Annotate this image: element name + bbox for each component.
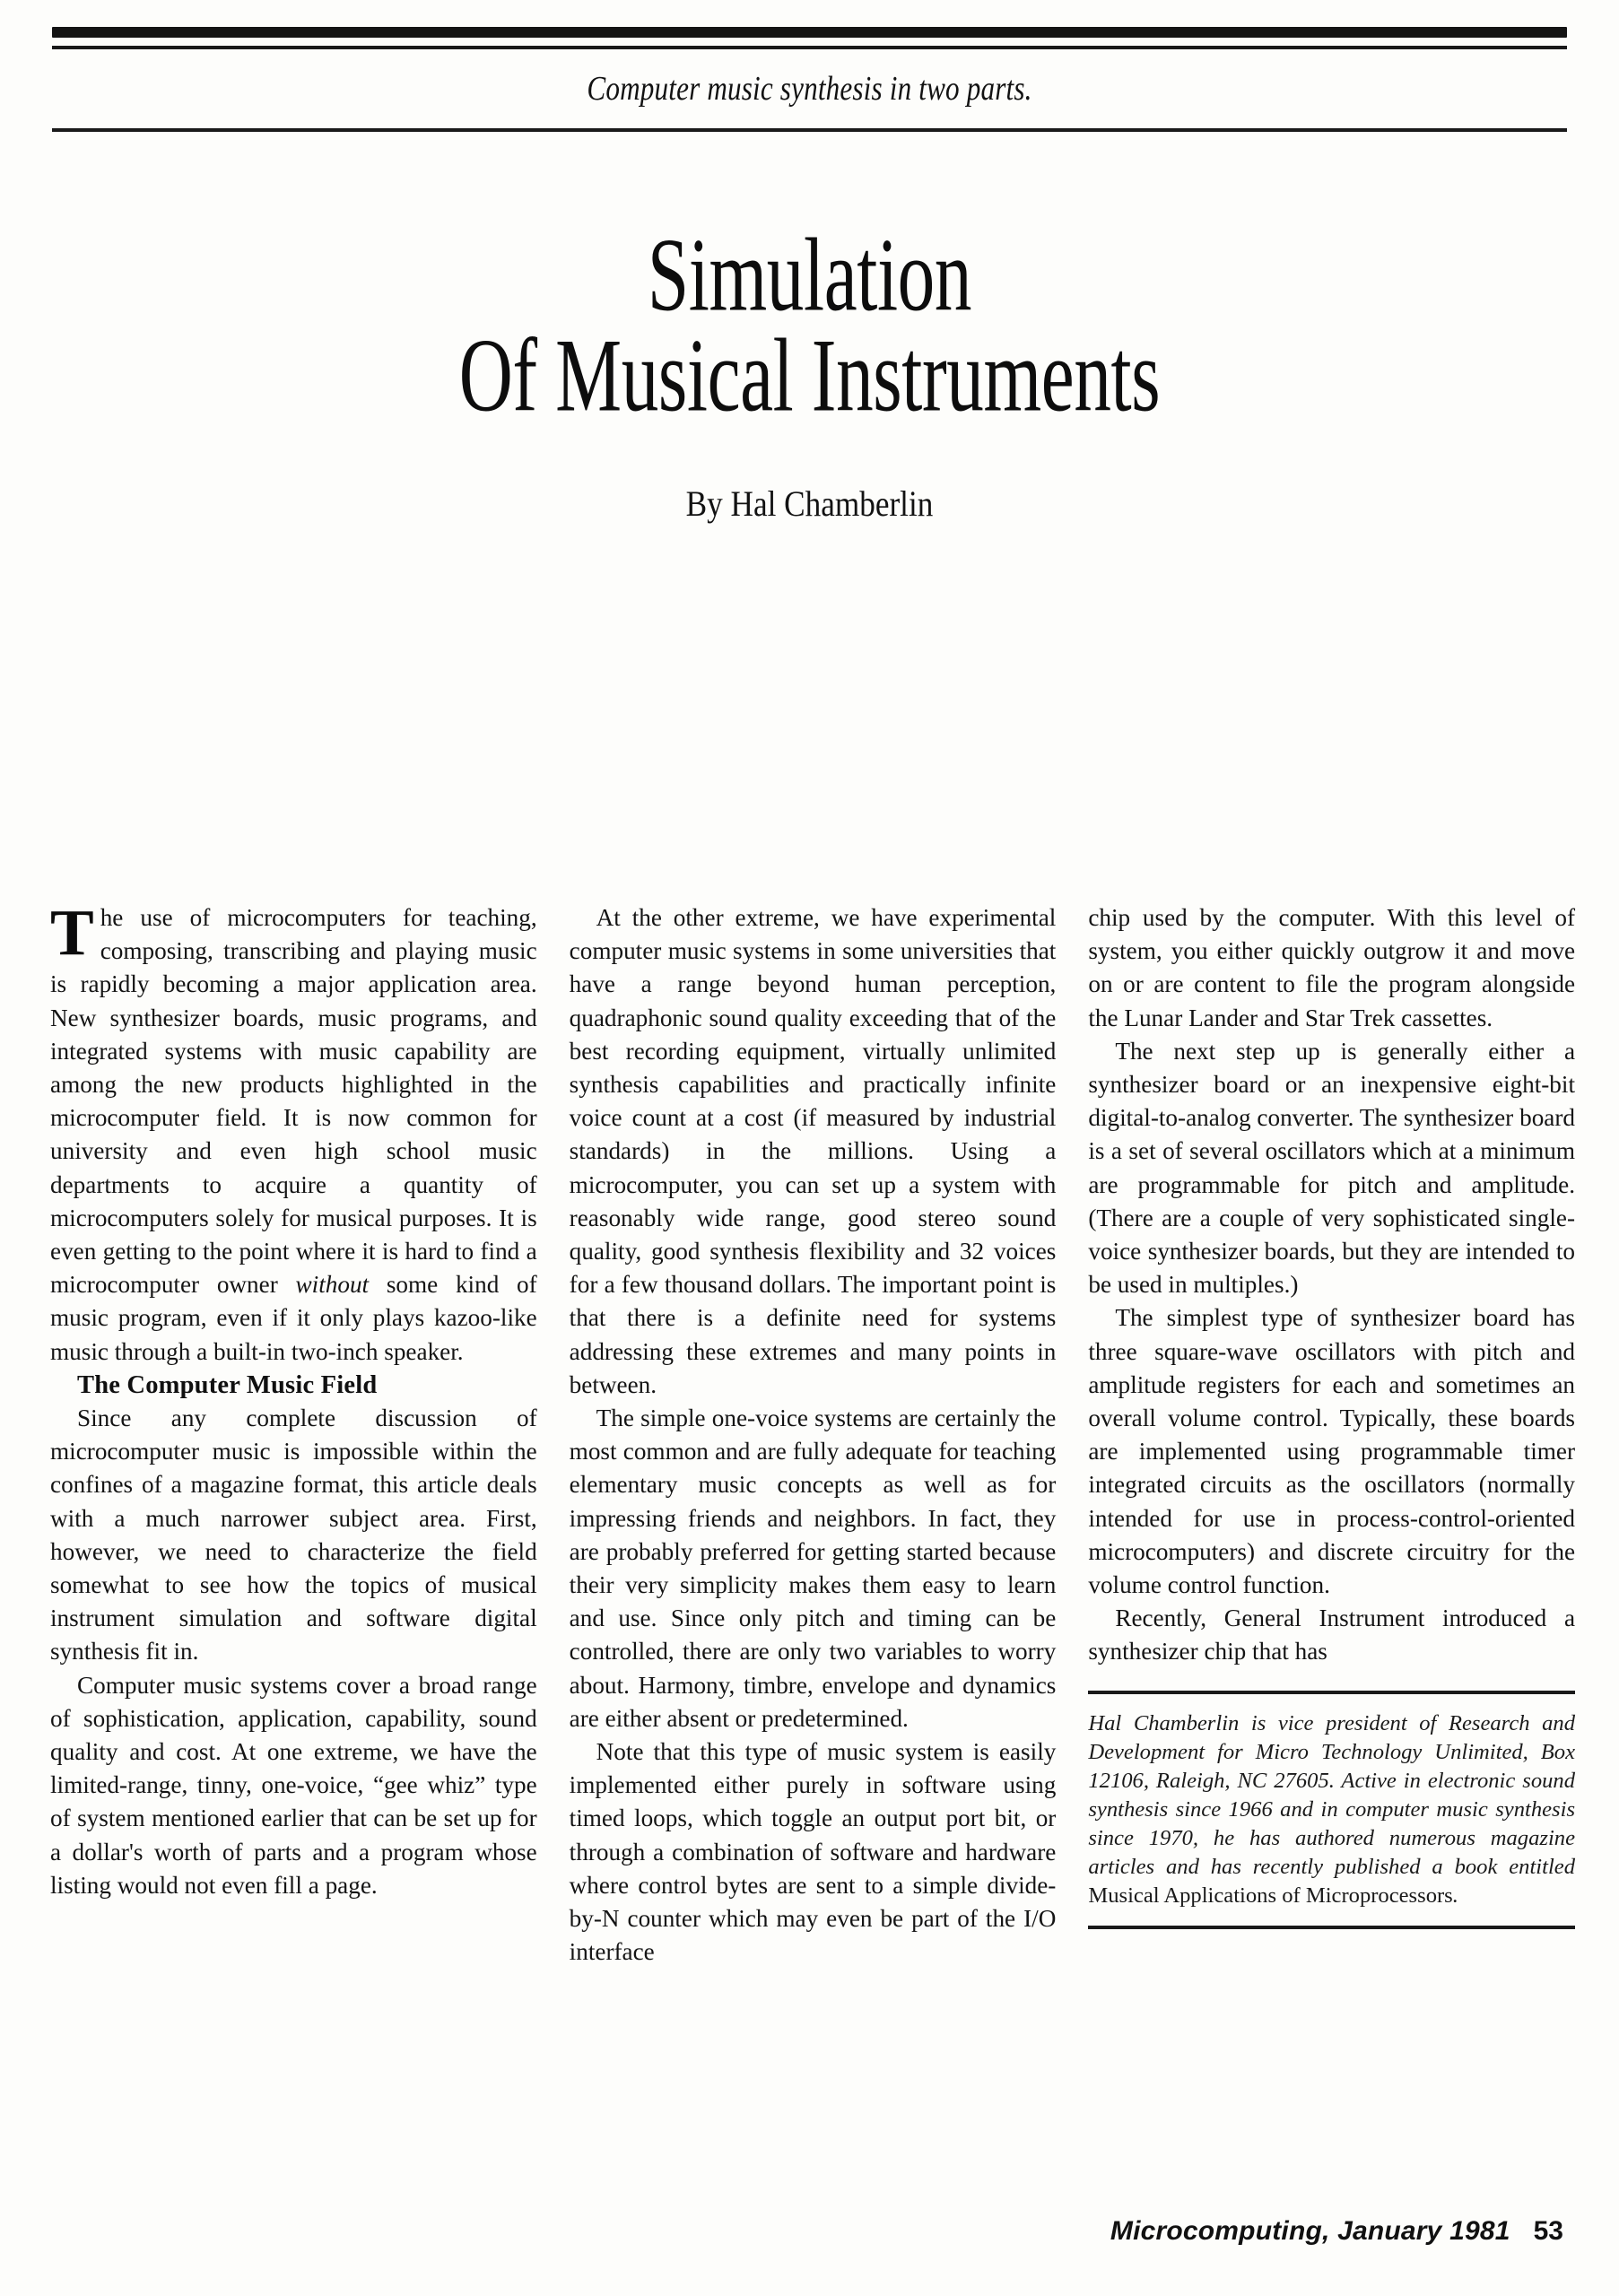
article-title-line-1: Simulation: [647, 217, 972, 334]
paragraph: Note that this type of music system is easily implemented either purely in software using timed loops, which toggle an output port bit, or through a combination of software and hardware where control bytes are sent to a simple divide-by-N counter which may even be part of the I/O interface: [569, 1738, 1057, 1966]
header-thin-rule: [52, 46, 1567, 49]
running-head-text: Computer music synthesis in two parts.: [587, 70, 1032, 108]
bio-top-rule: [1088, 1691, 1575, 1694]
footer-publication: Microcomputing, January 1981: [1110, 2216, 1510, 2246]
paragraph: [50, 896, 537, 1369]
article-body: [50, 896, 1576, 1970]
header-bottom-rule: [52, 128, 1567, 132]
body-column-3: [1088, 901, 1575, 1970]
author-bio-text: [1088, 1709, 1575, 1910]
section-subhead: The Computer Music Field: [77, 1370, 378, 1399]
page-footer: [1110, 2216, 1563, 2247]
header-thick-rule: [52, 27, 1567, 38]
drop-cap: T: [50, 896, 94, 969]
paragraph: Recently, General Instrument introduced a synthesizer chip that has: [1088, 1605, 1576, 1665]
paragraph-text: he use of microcomputers for teaching, composing, transcribing and playing music is rapidly becoming a major application area. New synthesizer boards, music programs, and integrated systems with music capability are among the new products highlighted in the microcomputer field. It is now common for university and even high school music departments to acquire a quantity of microcomputers solely for musical purposes. It is even getting to the point where it is hard to find a microcomputer owner: [50, 904, 537, 1299]
author-bio-box: [1088, 1691, 1575, 1929]
paragraph: The simplest type of synthesizer board has three square-wave oscillators with pitch and amplitude registers for each and sometimes an overall volume control. Typically, these boards are implemented using programmable timer integrated circuits as the oscillators (normally intended for use in process-control-oriented microcomputers) and discrete circuitry for the volume control function.: [1088, 1304, 1576, 1599]
article-byline: By Hal Chamberlin: [685, 483, 934, 525]
bio-book-title: Musical Applications of Microprocessors: [1088, 1883, 1453, 1908]
running-head: [52, 27, 1567, 132]
bio-text-part2: .: [1452, 1883, 1458, 1908]
paragraph: chip used by the computer. With this level of system, you either quickly outgrow it and move on or are content to file the program alongside the Lunar Lander and Star Trek cassettes.: [1088, 904, 1576, 1031]
emphasis-without: without: [295, 1271, 370, 1299]
paragraph: The simple one-voice systems are certainly the most common and are fully adequate for teaching elementary music concepts as well as for impressing friends and neighbors. In fact, they are probably preferred for getting started because their very simplicity makes them easy to learn and use. Since only pitch and timing can be controlled, there are only two variables to worry about. Harmony, timbre, envelope and dynamics are either absent or predetermined.: [569, 1405, 1057, 1732]
body-column-1: [50, 896, 537, 1970]
paragraph: At the other extreme, we have experimental computer music systems in some universities that have a range beyond human perception, quadraphonic sound quality exceeding that of the best recording equipment, virtually unlimited synthesis capabilities and practically infinite voice count at a cost (if measured by industrial standards) in the millions. Using a microcomputer, you can set up a system with reasonably wide range, good stereo sound quality, good synthesis flexibility and 32 voices for a few thousand dollars. The important point is that there is a definite need for systems addressing these extremes and many points in between.: [569, 904, 1057, 1398]
article-title-block: [54, 217, 1565, 525]
paragraph: Computer music systems cover a broad range of sophistication, application, capability, sound quality and cost. At one extreme, we have the limited-range, tinny, one-voice, “gee whiz” type of system mentioned earlier that can be set up for a dollar's worth of parts and a program whose listing would not even fill a page.: [50, 1671, 537, 1899]
paragraph: Since any complete discussion of microcomputer music is impossible within the confines of a magazine format, this article deals with a much narrower subject area. First, however, we need to characterize the field somewhat to see how the topics of musical instrument simulation and software digital synthesis fit in.: [50, 1405, 537, 1665]
bio-text-part1: Hal Chamberlin is vice president of Research and Development for Micro Technology Unlimited, Box 12106, Raleigh, NC 27605. Active in electronic sound synthesis since 1966 and in computer music synthesis since 1970, he has authored numerous magazine articles and has recently published a book entitled: [1088, 1710, 1576, 1879]
paragraph: The next step up is generally either a synthesizer board or an inexpensive eight-bit digital-to-analog converter. The synthesizer board is a set of several oscillators which at a minimum are programmable for pitch and amplitude. (There are a couple of very sophisticated single-voice synthesizer boards, but they are intended to be used in multiples.): [1088, 1037, 1576, 1299]
article-title-line-2: Of Musical Instruments: [458, 317, 1161, 434]
footer-page-number: 53: [1533, 2216, 1563, 2246]
body-column-2: [570, 901, 1057, 1970]
paragraph-text-tail: some kind of music program, even if it only plays kazoo-like music through a built-in two-inch speaker.: [50, 1271, 537, 1365]
bio-bottom-rule: [1088, 1926, 1575, 1929]
